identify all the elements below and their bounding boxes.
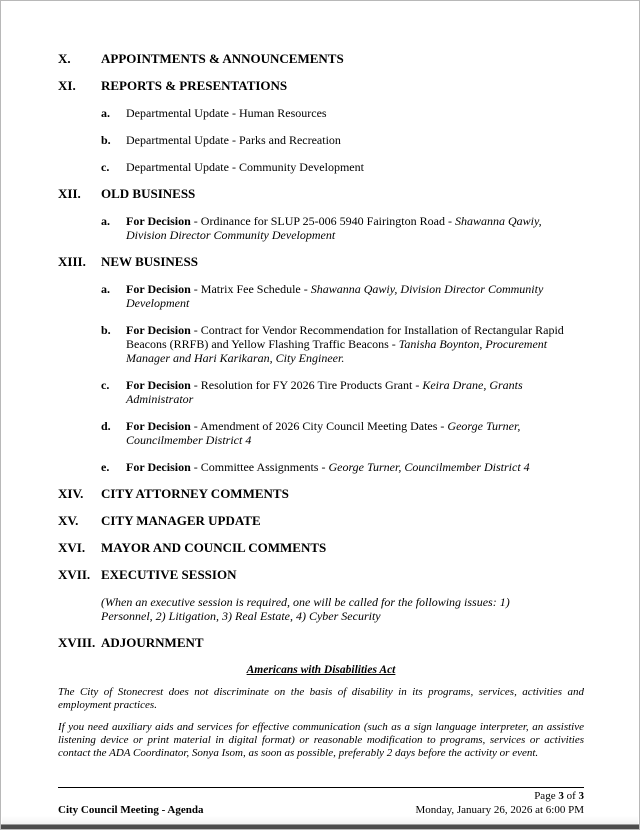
section-number: X.	[58, 51, 71, 66]
ada-paragraph-1: The City of Stonecrest does not discriminate on the basis of disability in its programs, services, activities and employment practices.	[58, 686, 584, 711]
agenda-section-row	[58, 514, 584, 528]
agenda-item	[101, 323, 584, 365]
section-number: XI.	[58, 78, 76, 93]
page-of-label: of	[563, 790, 579, 802]
document-title: City Council Meeting - Agenda	[58, 804, 204, 816]
agenda-item-segment: Tanisha Boynton, Procurement Manager and Hari Karikaran, City Engineer.	[126, 337, 548, 365]
agenda-item-letter: a.	[101, 106, 110, 120]
agenda-item-text	[126, 378, 584, 406]
agenda-item-letter: c.	[101, 160, 110, 174]
agenda-section-row	[58, 487, 584, 501]
agenda-item	[101, 460, 584, 474]
agenda-section-row	[58, 636, 584, 650]
agenda-item-segment: - Committee Assignments -	[190, 460, 329, 474]
window-bottom-edge	[1, 824, 639, 829]
agenda-item	[101, 160, 584, 174]
agenda-item-text	[126, 282, 584, 310]
agenda-item-segment: Shawanna Qawiy, Division Director Community Development	[126, 282, 544, 310]
agenda-item-segment: Departmental Update - Human Resources	[126, 106, 327, 120]
agenda-item-segment: Shawanna Qawiy, Division Director Community Development	[126, 214, 542, 242]
meeting-datetime: Monday, January 26, 2026 at 6:00 PM	[415, 804, 584, 816]
agenda-item-segment: - Resolution for FY 2026 Tire Products Grant -	[190, 378, 423, 392]
agenda-item-letter: d.	[101, 419, 111, 433]
agenda-item-text	[126, 106, 584, 120]
agenda-item	[101, 214, 584, 242]
agenda-item-segment: - Ordinance for SLUP 25-006 5940 Fairington Road -	[190, 214, 455, 228]
section-number: XVII.	[58, 567, 91, 582]
page-footer	[58, 787, 584, 817]
agenda-item-segment: George Turner, Councilmember District 4	[126, 419, 521, 447]
section-number: XIV.	[58, 486, 84, 501]
agenda-item-text	[126, 133, 584, 147]
section-number: XV.	[58, 513, 79, 528]
page-label: Page	[534, 790, 559, 802]
agenda-section-row	[58, 79, 584, 93]
section-title: OLD BUSINESS	[101, 186, 196, 201]
section-title: APPOINTMENTS & ANNOUNCEMENTS	[101, 51, 344, 66]
agenda-item	[101, 378, 584, 406]
page-number-line	[58, 790, 584, 803]
section-title: EXECUTIVE SESSION	[101, 567, 237, 582]
agenda-item-segment: Departmental Update - Parks and Recreation	[126, 133, 341, 147]
agenda-item-text	[126, 323, 584, 365]
agenda-item	[101, 282, 584, 310]
section-number: XIII.	[58, 254, 86, 269]
agenda-item-letter: a.	[101, 282, 110, 296]
agenda-item-segment: For Decision	[126, 378, 191, 392]
agenda-section-row	[58, 255, 584, 269]
section-title: CITY MANAGER UPDATE	[101, 513, 261, 528]
agenda-item	[101, 106, 584, 120]
ada-section-heading: Americans with Disabilities Act	[246, 664, 396, 676]
agenda-item-text	[126, 214, 584, 242]
executive-session-note: (When an executive session is required, one will be called for the following issues: 1) Personnel, 2) Litigation, 3) Real Estate, 4) Cyber Security	[101, 595, 510, 623]
section-title: CITY ATTORNEY COMMENTS	[101, 486, 289, 501]
agenda-item-letter: a.	[101, 214, 110, 228]
agenda-section-row	[58, 541, 584, 555]
agenda-item-letter: b.	[101, 323, 111, 337]
agenda-item-segment: Keira Drane, Grants Administrator	[126, 378, 523, 406]
agenda-item-segment: - Matrix Fee Schedule -	[190, 282, 311, 296]
agenda-item-segment: - Amendment of 2026 City Council Meeting Dates -	[190, 419, 448, 433]
agenda-item-segment: George Turner, Councilmember District 4	[328, 460, 530, 474]
section-title: ADJOURNMENT	[101, 635, 204, 650]
agenda-item	[101, 133, 584, 147]
agenda-item-text	[126, 160, 584, 174]
agenda-item-text	[126, 460, 584, 474]
agenda-item-segment: For Decision	[126, 419, 191, 433]
agenda-item-segment: - Contract for Vendor Recommendation for Installation of Rectangular Rapid Beacons (RRFB) and Yellow Flashing Traffic Beacons -	[126, 323, 564, 351]
agenda-item-letter: b.	[101, 133, 111, 147]
agenda-section-row	[58, 568, 584, 582]
section-title: MAYOR AND COUNCIL COMMENTS	[101, 540, 327, 555]
section-number: XVIII.	[58, 635, 96, 650]
agenda-item-text	[126, 419, 584, 447]
section-title: REPORTS & PRESENTATIONS	[101, 78, 288, 93]
ada-paragraph-2: If you need auxiliary aids and services for effective communication (such as a sign language interpreter, an assistive listening device or print material in digital format) or reasonable modification to programs, services or activities contact the ADA Coordinator, Sonya Isom, as soon as possible, preferably 2 days before the activity or event.	[58, 721, 584, 759]
section-title: NEW BUSINESS	[101, 254, 198, 269]
agenda-item	[101, 419, 584, 447]
agenda-item-letter: c.	[101, 378, 110, 392]
agenda-list	[58, 52, 584, 650]
page-total: 3	[578, 790, 584, 802]
agenda-section-row	[58, 187, 584, 201]
agenda-section-row	[58, 52, 584, 66]
agenda-item-segment: For Decision	[126, 323, 191, 337]
agenda-item-segment: For Decision	[126, 282, 191, 296]
agenda-item-segment: Departmental Update - Community Development	[126, 160, 364, 174]
page-number: 3	[558, 790, 564, 802]
agenda-item-segment: For Decision	[126, 460, 191, 474]
page-bottom-shadow	[2, 816, 638, 824]
page-content	[58, 52, 584, 769]
section-number: XVI.	[58, 540, 86, 555]
agenda-item-segment: For Decision	[126, 214, 191, 228]
section-number: XII.	[58, 186, 81, 201]
agenda-item-letter: e.	[101, 460, 110, 474]
